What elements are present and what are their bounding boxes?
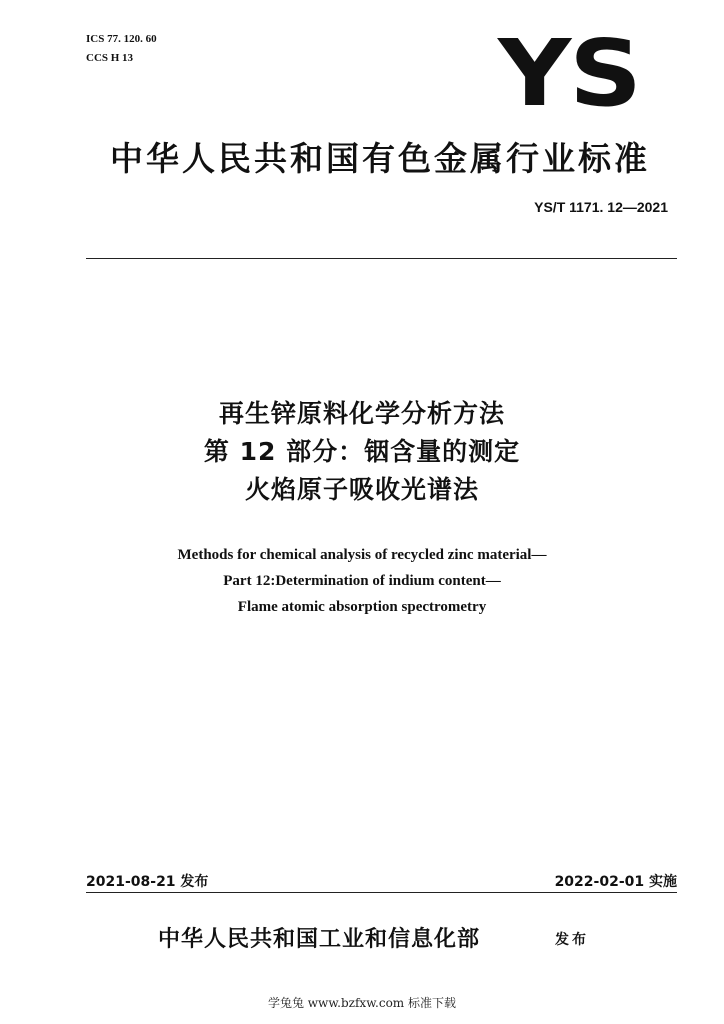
top-divider [86, 258, 677, 259]
download-watermark: 学兔兔 www.bzfxw.com 标准下载 [267, 996, 457, 1010]
ys-logo: YS [498, 20, 640, 127]
chinese-title [0, 395, 724, 509]
implementation-date: 2022-02-01 实施 [554, 874, 677, 890]
issue-date: 2021-08-21 发布 [86, 874, 209, 890]
english-title [0, 542, 724, 620]
ccs-code: CCS H 13 [86, 52, 134, 64]
chinese-title-line: 第 12 部分：铟含量的测定 [203, 437, 521, 466]
english-title-line: Flame atomic absorption spectrometry [237, 599, 487, 615]
ics-code: ICS 77. 120. 60 [86, 33, 157, 45]
bottom-divider [86, 892, 677, 893]
english-title-line: Part 12:Determination of indium content— [223, 573, 501, 589]
issuing-ministry: 中华人民共和国工业和信息化部 [158, 926, 481, 952]
classification-codes [86, 30, 157, 68]
standard-number: YS/T 1171. 12—2021 [534, 199, 668, 215]
industry-standard-title: 中华人民共和国有色金属行业标准 [110, 139, 650, 178]
publish-label: 发布 [555, 932, 589, 948]
chinese-title-line: 再生锌原料化学分析方法 [218, 399, 505, 428]
chinese-title-line: 火焰原子吸收光谱法 [244, 475, 479, 504]
english-title-line: Methods for chemical analysis of recycled zinc material— [177, 547, 547, 563]
